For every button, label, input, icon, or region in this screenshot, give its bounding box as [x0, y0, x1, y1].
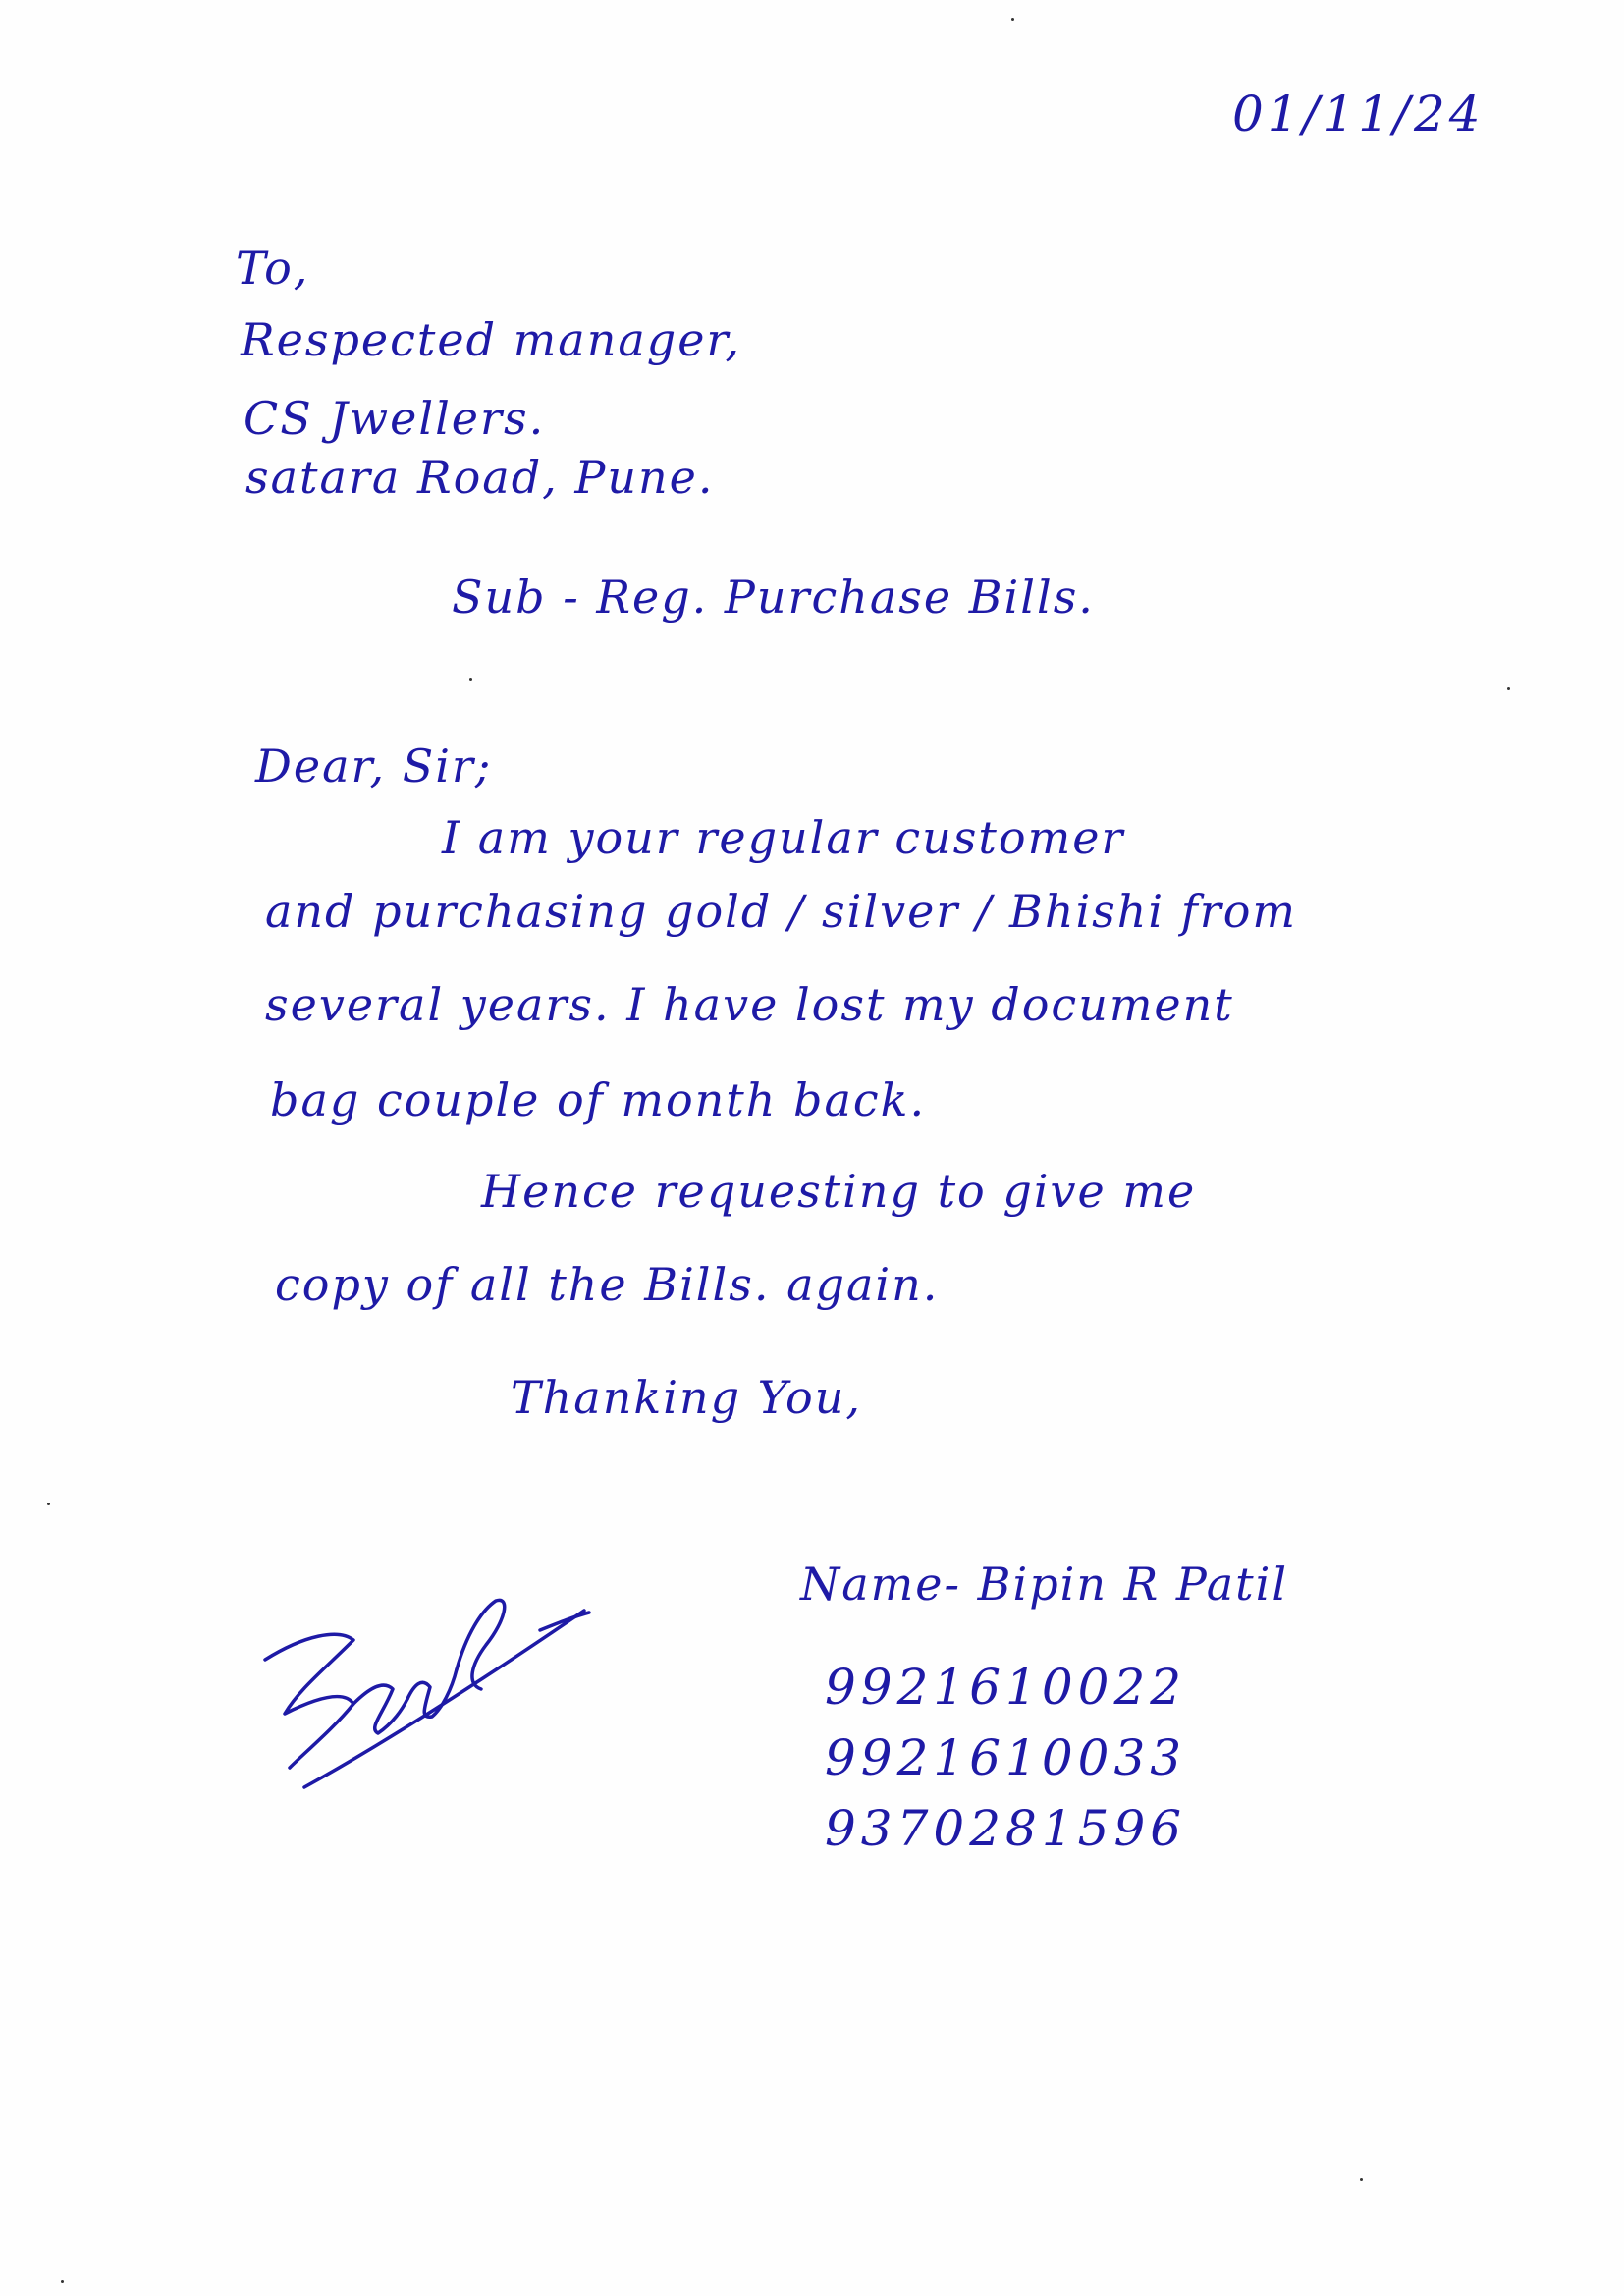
greeting: Dear, Sir;: [255, 739, 493, 793]
body-line: and purchasing gold / silver / Bhishi from: [265, 885, 1298, 938]
sender-phone: 9921610022: [825, 1659, 1187, 1716]
subject-line: Sub - Reg. Purchase Bills.: [452, 571, 1095, 624]
recipient-line-3: satara Road, Pune.: [245, 451, 715, 504]
recipient-line-2: CS Jwellers.: [244, 392, 546, 445]
body-line: copy of all the Bills. again.: [275, 1258, 940, 1311]
paper-speck: [1507, 687, 1510, 690]
body-line: Hence requesting to give me: [481, 1165, 1197, 1218]
closing: Thanking You,: [511, 1371, 862, 1424]
paper-speck: [1360, 2178, 1363, 2181]
paper-speck: [1011, 18, 1014, 21]
sender-phone: 9921610033: [825, 1729, 1187, 1786]
handwritten-signature-icon: [245, 1542, 599, 1817]
sender-phone: 9370281596: [825, 1800, 1187, 1857]
body-line: I am your regular customer: [442, 811, 1125, 864]
paper-speck: [61, 2280, 64, 2283]
letter-date: 01/11/24: [1232, 85, 1485, 142]
body-line: several years. I have lost my document: [265, 978, 1234, 1031]
paper-speck: [47, 1503, 50, 1505]
paper-speck: [469, 678, 472, 681]
body-line: bag couple of month back.: [270, 1073, 927, 1126]
recipient-line-1: Respected manager,: [241, 313, 741, 366]
sender-name: Name- Bipin R Patil: [800, 1558, 1289, 1611]
recipient-to: To,: [236, 242, 310, 295]
